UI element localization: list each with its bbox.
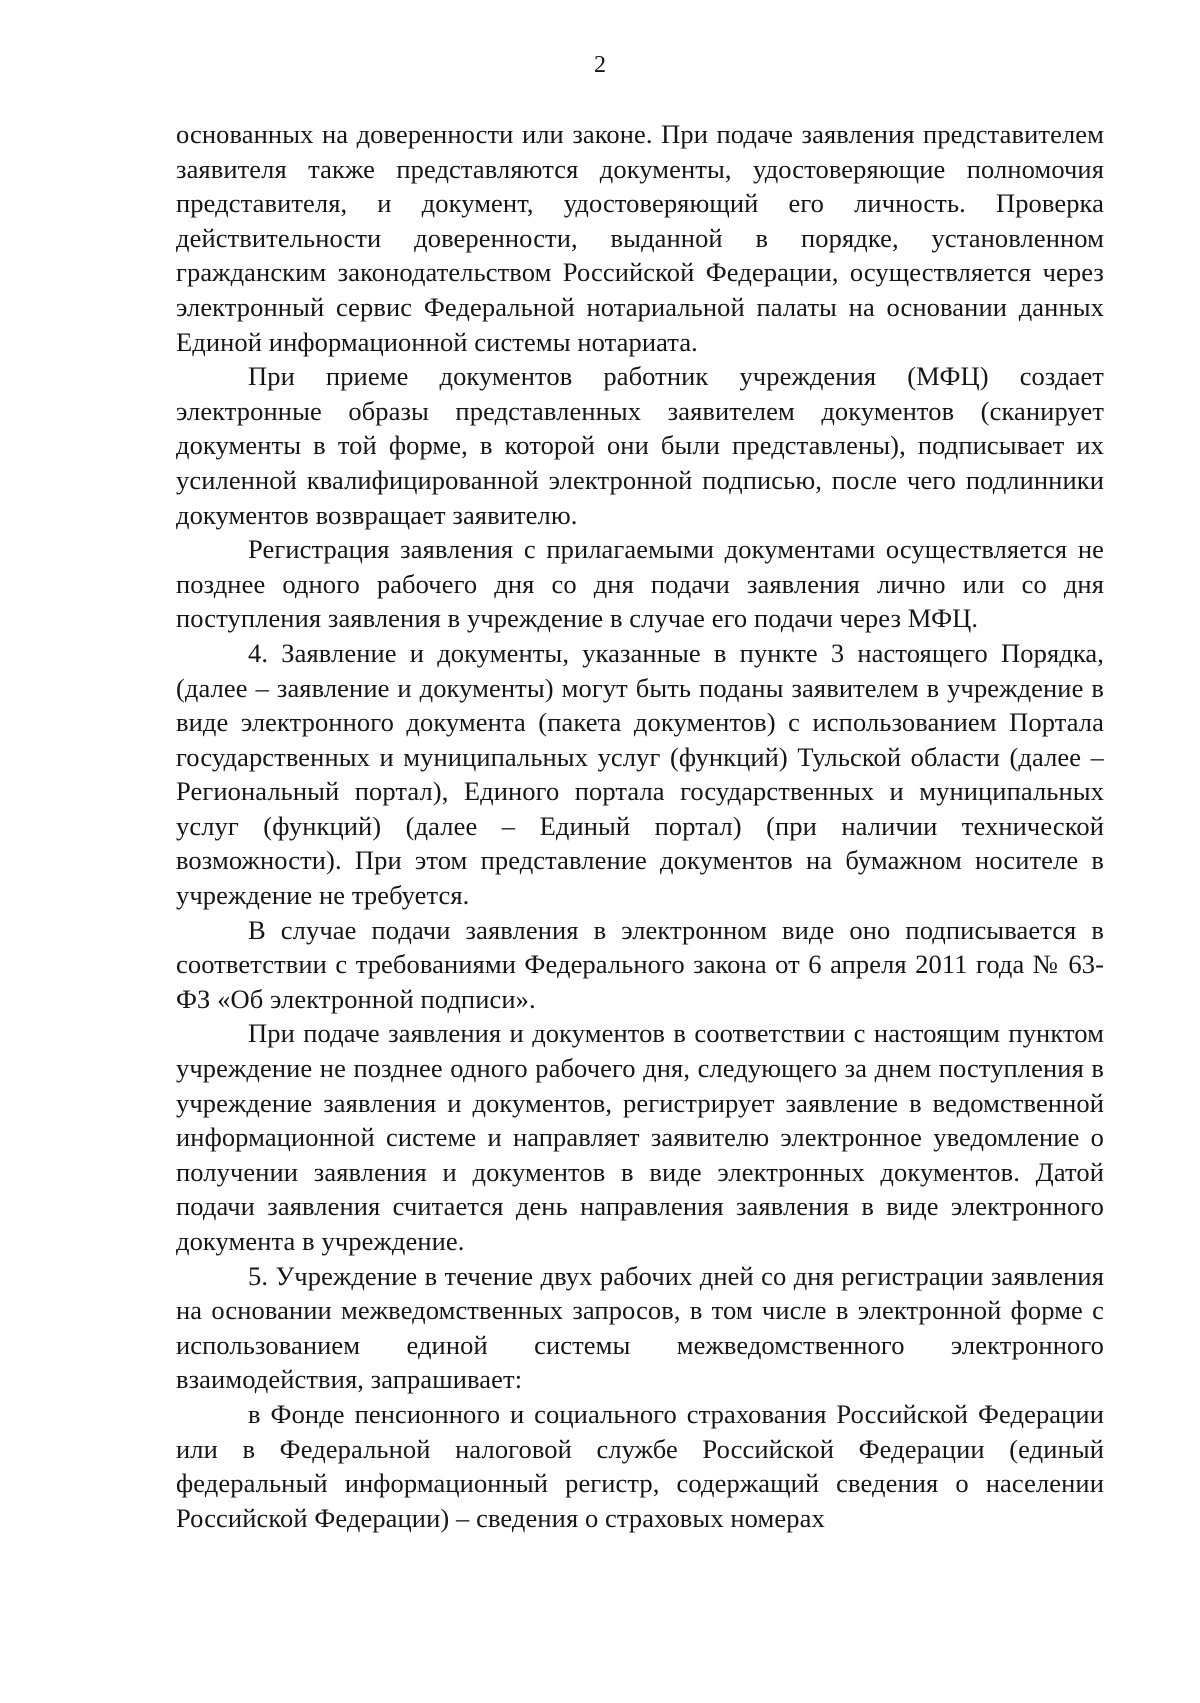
paragraph-continuation-representative: основанных на доверенности или законе. При подаче заявления представителем заявителя также представляются документы, удостоверяющие полномочия представителя, и документ, удостоверяющий его личность. Проверка действительности доверенности, выданной в порядке, установленном гражданским законодательством Российской Федерации, осуществляется через электронный сервис Федеральной нотариальной палаты на основании данных Единой информационной системы нотариата. (176, 119, 1104, 357)
page-number: 2 (594, 52, 606, 78)
document-body (176, 117, 1104, 1535)
paragraph-registration: Регистрация заявления с прилагаемыми документами осуществляется не позднее одного рабочего дня со дня подачи заявления лично или со дня поступления заявления в учреждение в случае его подачи через МФЦ. (176, 534, 1104, 634)
paragraph-electronic-registration: При подаче заявления и документов в соответствии с настоящим пунктом учреждение не позднее одного рабочего дня, следующего за днем поступления в учреждение заявления и документов, регистрирует заявление в ведомственной информационной системе и направляет заявителю электронное уведомление о получении заявления и документов в виде электронных документов. Датой подачи заявления считается день направления заявления в виде электронного документа в учреждение. (176, 1018, 1104, 1256)
paragraph-electronic-signature: В случае подачи заявления в электронном виде оно подписывается в соответствии с требованиями Федерального закона от 6 апреля 2011 года № 63-ФЗ «Об электронной подписи». (176, 914, 1104, 1014)
paragraph-pension-fund-request: в Фонде пенсионного и социального страхования Российской Федерации или в Федеральной налоговой службе Российской Федерации (единый федеральный информационный регистр, содержащий сведения о населении Российской Федерации) – сведения о страховых номерах (176, 1398, 1104, 1533)
paragraph-item-5-interagency-requests: 5. Учреждение в течение двух рабочих дней со дня регистрации заявления на основании межведомственных запросов, в том числе в электронной форме с использованием единой системы межведомственного электронного взаимодействия, запрашивает: (176, 1260, 1104, 1395)
paragraph-item-4-electronic-submission: 4. Заявление и документы, указанные в пункте 3 настоящего Порядка, (далее – заявление и документы) могут быть поданы заявителем в учреждение в виде электронного документа (пакета документов) с использованием Портала государственных и муниципальных услуг (функций) Тульской области (далее – Региональный портал), Единого портала государственных и муниципальных услуг (функций) (далее – Единый портал) (при наличии технической возможности). При этом представление документов на бумажном носителе в учреждение не требуется. (176, 637, 1104, 911)
paragraph-document-intake: При приеме документов работник учреждения (МФЦ) создает электронные образы представленных заявителем документов (сканирует документы в той форме, в которой они были представлены), подписывает их усиленной квалифицированной электронной подписью, после чего подлинники документов возвращает заявителю. (176, 361, 1104, 530)
